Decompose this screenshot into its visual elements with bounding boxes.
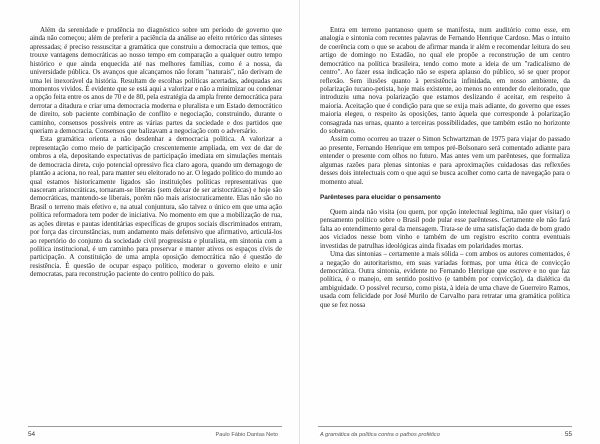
paragraph: Quem ainda não visita (ou quem, por opção intelectual legítima, não quer visitar) o pensamento político sobre o Brasil pode pular esse parênteses. Certamente ele não fará falta ao entendimento geral da mensagem. Trata-se de uma satisfação dada de bom grado aos viciados nesse bom vinho e também de um registro escrito contra eventuais investidas de patrulhas ideológicas ainda fixadas em polaridades mortas.	[320, 208, 570, 250]
running-head: A gramática da política contra o pathos profético	[320, 432, 440, 438]
right-page	[300, 0, 600, 444]
right-text-column	[320, 26, 570, 400]
left-text-column	[30, 26, 282, 386]
right-footer	[300, 426, 600, 444]
paragraph: Esta gramática orienta a não desdenhar a democracia política. A valorizar a representação como meio de participação crescentemente ampliada, em vez de dar de ombros a ela, depositando expectativas de participação imediata em simulações mentais de democracia direta, cujo potencial opressivo fica claro agora, quando um demagogo de plantão a aciona, no real, para manter seu eleitorado no ar. O legado político do mundo ao qual estamos historicamente ligados são instituições políticas representativas que nasceram aristocráticas, tornaram-se liberais (sem deixar de ser aristocráticas) e hoje são democráticas, mantendo-se liberais, porém não mais aristocraticamente. Elas não são no Brasil o terreno mais efetivo e, na atual conjuntura, são talvez o único em que uma ação política reformadora tem poder de iniciativa. No momento em que a mobilização de rua, as ações diretas e pautas identitárias específicas de grupos sociais discriminados entram, por força das circunstâncias, num andamento mais defensivo que afirmativo, articulá-los ao repertório do conjunto da sociedade civil progressista e pluralista, em sintonia com a política institucional, é um caminho para preservar e manter ativos os espaços cívis de participação. A constituição de uma ampla oposição democrática não é questão de resistência. É questão de ocupar espaço político, moderar o governo eleito e unir democratas, para reconstrução paciente do centro político do país.	[30, 135, 282, 279]
running-head: Paulo Fábio Dantas Neto	[215, 432, 278, 438]
paragraph: Entra em terreno pantanoso quem se manifesta, num auditório como esse, em analogia e sintonia com recentes palavras de Fernando Henrique Cardoso. Mas o intuito de coerência com o que se acabou de afirmar manda ir além e recomendar leitura do seu artigo de domingo no Estadão, no qual ele propõe a reconstrução de um centro democrático na política brasileira, tendo como mote a ideia de um "radicalismo de centro". Ao fazer essa indicação não se espera aplauso do público, só se quer propor reflexão. Sem ilusões quanto à persistência infinidada, em nosso ambiente, da polarização tucano-petista, hoje mais existente, ao menos no entender do eleitorado, que introduziu uma nova polarização que estamos deslizando é aceitar, em respeito à maioria. Aceitação que é condição para que se exija mais adiante, do governo que esses maioria elegeu, o respeito às oposições, tanto àquela que corresponde à polarização consagrada nas urnas, quanto a terceiras possibilidades, que também estão no horizonte do soberano.	[320, 26, 570, 136]
footer-rule	[318, 426, 572, 427]
paragraph: Além da serenidade e prudência no diagnóstico sobre um período de governo que ainda não começou; além de preferir a paciência da análise ao efeito retórico das sínteses apressadas; é preciso ressuscitar a gramática que construiu a democracia que temos, que trouxe vantagens democráticas ao nosso tempo em comparação a qualquer outro tempo histórico e que ainda enquecida até nas melhores famílias, como é a nossa, da universidade pública. Os avanços que alcançamos não foram "naturais", não derivam de uma lei inexorável da história. Resultam de escolhas políticas acertadas, adequadas aos momentos vividos. É evidente que se está aqui a valorizar e não a minimizar ou condenar a opção feita entre os anos de 70 e de 80, pela estratégia da ampla frente democrática para derrotar a ditadura e criar uma democracia moderna e pluralista e um Estado democrático de direito, sob paciente combinação de conflito e negociação, construindo, durante o caminho, consensos possíveis entre as várias partes da sociedade e dos partidos que queriam a democracia. Consensos que balizavam a negociação com o adversário.	[30, 26, 282, 136]
paragraph: Assim como ocorreu ao trazer o Simon Schwartzman de 1975 para viajar do passado ao presente, Fernando Henrique em tempos pré-Bolsonaro será comentado adiante para entender o presente com olhos no futuro. Mas antes vem um parênteses, que formaliza algumas razões para plenas sintonias e para aproximações cuidadosas das reflexões desses dois intelectuais com o que aqui se busca acolher como carta de navegação para o momento atual.	[320, 135, 570, 186]
page-number: 54	[28, 431, 36, 438]
section-heading: Parênteses para elucidar o pensamento	[320, 194, 441, 202]
left-footer	[0, 426, 300, 444]
paragraph: Uma das sintonias – certamente a mais sólida – com ambos os autores comentados, é a negação do autoritarismo, em suas variadas formas, por uma ética de convicção democrática. Outra sintonia, evidente no Fernando Henrique que escreve e no que faz política, é o manejo, em sentido positivo (e também por convicção), da dialética da ambiguidade. O possível recurso, como pista, à ideia de uma chave de Guerreiro Ramos, usada com felicidade por José Murilo de Carvalho para retratar uma gramática política que se fez nossa	[320, 250, 570, 309]
footer-rule	[28, 426, 282, 427]
page-number: 55	[564, 431, 572, 438]
